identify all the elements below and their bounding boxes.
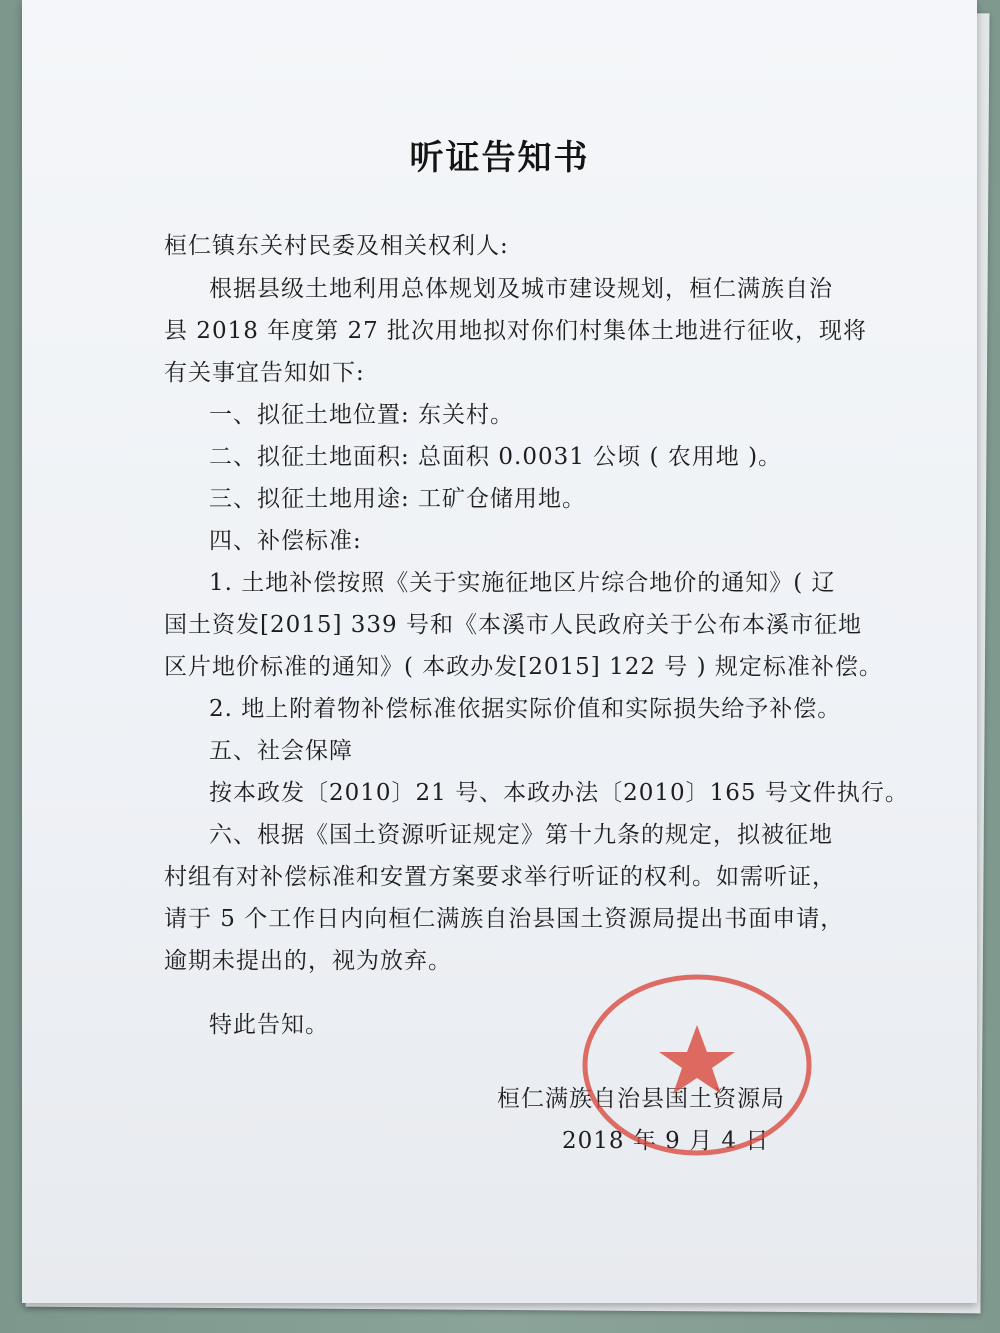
document-sheet — [22, 0, 977, 1303]
item-2-area: 二、拟征土地面积: 总面积 0.0031 公顷 ( 农用地 )。 — [209, 444, 783, 470]
item-1-location: 一、拟征土地位置: 东关村。 — [209, 402, 515, 428]
salutation: 桓仁镇东关村民委及相关权利人: — [164, 233, 509, 259]
item-6-line-1: 六、根据《国土资源听证规定》第十九条的规定，拟被征地 — [209, 822, 833, 848]
item-4-title: 四、补偿标准: — [209, 528, 362, 554]
item-4-1-line-1: 1. 土地补偿按照《关于实施征地区片综合地价的通知》( 辽 — [209, 570, 836, 596]
item-4-1-line-2: 国土资发[2015] 339 号和《本溪市人民政府关于公布本溪市征地 — [164, 612, 863, 638]
official-seal — [577, 970, 817, 1160]
item-4-2: 2. 地上附着物补偿标准依据实际价值和实际损失给予补偿。 — [209, 696, 842, 722]
intro-line-1: 根据县级土地利用总体规划及城市建设规划，桓仁满族自治 — [209, 276, 833, 302]
intro-line-2: 县 2018 年度第 27 批次用地拟对你们村集体土地进行征收，现将 — [164, 318, 868, 344]
item-6-line-4: 逾期未提出的，视为放弃。 — [164, 948, 452, 974]
issue-date: 2018 年 9 月 4 日 — [562, 1128, 770, 1154]
item-5-title: 五、社会保障 — [209, 738, 353, 764]
intro-line-3: 有关事宜告知如下: — [164, 360, 365, 386]
item-3-usage: 三、拟征土地用途: 工矿仓储用地。 — [209, 486, 587, 512]
closing: 特此告知。 — [209, 1012, 329, 1038]
issuer: 桓仁满族自治县国土资源局 — [497, 1086, 785, 1112]
item-5-body: 按本政发〔2010〕21 号、本政办法〔2010〕165 号文件执行。 — [209, 780, 909, 806]
item-6-line-3: 请于 5 个工作日内向桓仁满族自治县国土资源局提出书面申请， — [164, 906, 845, 932]
item-6-line-2: 村组有对补偿标准和安置方案要求举行听证的权利。如需听证， — [164, 864, 836, 890]
item-4-1-line-3: 区片地价标准的通知》( 本政办发[2015] 122 号 ) 规定标准补偿。 — [164, 654, 883, 680]
document-title: 听证告知书 — [409, 138, 590, 178]
